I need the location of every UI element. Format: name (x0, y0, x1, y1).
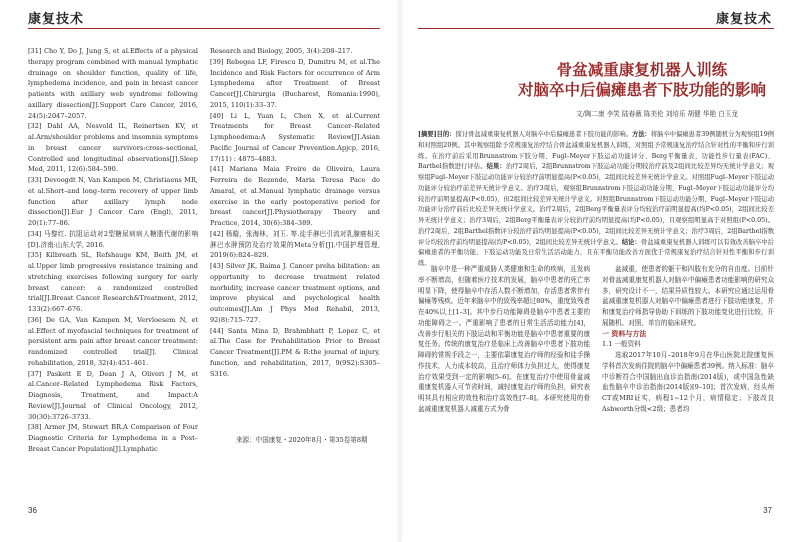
abstract-label: 方法： (631, 131, 651, 138)
reference-item: [32] Dahl AA, Nesvold IL, Reinertsen KV, et al.Arm/shoulder problems and insomnia symptoms in breast cancer survivors:cross–sectional, Controlled and longitudinal observations[J].Sleep Med, 2011, 12(6):584–590. (28, 122, 198, 174)
running-head-right: 康复技术 (715, 12, 772, 27)
body-paragraph: 盆减重，使患者的躯干和四肢有充分的自由度。目前针对骨盆减重康复机器人对脑卒中偏瘫患者功能影响的研究众多，研究设计不一，结果异质性较大。本研究应通过运用骨盆减重康复机器人对脑卒中偏瘫患者进行下肢功能康复，并和康复治疗师指导协助下训练的下肢功能变化进行比较，开展随机、对照、单盲的临床研究。 (602, 265, 774, 327)
references-column-1 (28, 46, 198, 455)
header-rule-right (418, 28, 774, 29)
reference-item: [33] Devoogdt N, Van Kampen M, Christiaens MR, et al.Short–and long–term recovery of upper limb function after axillary lymph node dissection[J].Eur J Cancer Care (Engl), 2011, 20(1):77–86. (28, 176, 198, 227)
body-paragraph: 选取2017年10月–2018年9月在华山医院北院康复医学科首次发病住院的脑卒中偏瘫患者39例。纳入标准：脑卒中诊断符合中国脑出血诊治指南(2014版)，或中国急性缺血性脑卒中诊治指南(2014版)[9–10]；首次发病，经头颅CT或MRI证实，病程1~12个月，病情稳定；下肢改良Ashworth分级<2级；患者均 (602, 351, 775, 413)
abstract-text: 骨盆减重康复机器人训练可以有效改善脑卒中后偏瘫患者的平衡功能、下肢运动功能及日常生活活动能力，且在平衡功能改善方面优于常规康复治疗结合针对性平衡和步行训练。 (418, 238, 775, 267)
body-column-1 (418, 264, 590, 415)
reference-item: [31] Cho Y, Do J, Jung S, et al.Effects of a physical therapy program combined with manual lymphatic drainage on shoulder function, quality of life, lymphedema incidence, and pain in breast cancer patients with axillary web syndrome following axillary dissection[J].Support Care Cancer, 2016, 24(5):2047–2057. (28, 47, 198, 120)
reference-item: [34] 马黎红. 抗阻运动对2型糖尿病病人糖脂代谢的影响[D].济南:山东大学, 2016. (28, 229, 198, 249)
reference-item: [41] Mariana Maia Freire de Oliveira, Laura Ferreira de Rezende, Maria Teresa Pace do Amaral, et al.Manual lymphatic drainage versus exercise in the early postoperative period for breast cancer[J].Physiotherapy Theory and Practice, 2014, 30(6):384–389. (210, 165, 380, 227)
reference-item: [43] Silver JK, Baima J. Cancer preha bilitation: an opportunity to decrease treatment related morbidity, increase cancer treatment options, and improve physical and psychological health outcomes[J].Am J Phys Med Rehabil, 2013, 92(8):715–727. (210, 262, 380, 324)
abstract-text: 治疗2周后，2组Brunnstrom下肢运动功能分期较治疗前及2组间比较差异均无统计学意义；观察组Fugl–Meyer下肢运动功能评分较治疗前明显提高(P<0.05)，2组间比较差异无统计学意义。对照组Fugl–Meyer下肢运动功能评分较治疗前差异无统计学意义。治疗3周后，观察组Brunnstrom下肢运动功能分期、Fugl–Meyer下肢运动功能评分均较治疗前明显提高(P<0.05)，但2组间比较差异无统计学意义。对照组Brunnstrom下肢运动功能分期、Fugl–Meyer下肢运动功能评分治疗前后比较差异无统计学意义。治疗2周后，2组Berg平衡量表评分均较治疗前明显提高(均P<0.05)，2组间比较差异无统计学意义；治疗3周后，2组Berg平衡量表评分较治疗前均明显提高(均P<0.05)，且观察组明显高于对照组(P<0.05)。治疗2周后、2组Barthel指数评分较治疗前均明显提高(P<0.05)，2组间比较差异无统计学意义；治疗3周后，2组Barthel指数评分均较治疗前均明显提高(均P<0.05)，2组间比较差异无统计学意义。 (418, 163, 775, 246)
running-head-left: 康复技术 (28, 12, 85, 27)
reference-item: [37] Paskett E D, Dean J A, Oliveri J M, et al.Cancer–Related Lymphedema Risk Factors, Diagnosis, Treatment, and Impact:A Review[J].Journal of Clinical Oncology, 2012, 30(30):3726–3733. (28, 369, 198, 421)
abstract-label: 目的： (436, 131, 456, 138)
article-authors: 文/陶二康 李笑 陆春薇 陈美伦 刘培乐 胡健 华艳 白玉龙 (576, 110, 738, 118)
source-line: 来源：中国康复・2020年8月・第35卷第8期 (236, 436, 368, 444)
left-page (0, 0, 398, 542)
page-number-right: 37 (763, 506, 772, 515)
article-title (492, 60, 792, 100)
reference-item: Research and Biology, 2005, 3(4):208–217. (210, 47, 353, 55)
subsection-title: 1.1 一般资料 (602, 340, 641, 349)
abstract-label: [摘要] (418, 131, 437, 138)
reference-item: [42] 杨璇，张海林，刘玉. 等.徒手淋巴引流对乳腺癌相关淋巴水肿预防及治疗效果的Meta分析[J].中国护理管理, 2019(6):824–829. (210, 229, 380, 260)
reference-item: [36] De GA, Van Kampen M, Vervloesem N, et al.Effect of myofascial techniques for treatment of persistent arm pain after breast cancer treatment: randomized controlled trial[J]. Clinical rehabilitation, 2018, 32(4):451–461. (28, 315, 198, 367)
reference-item: [44] Santa Mina D, Brahmbhatt P, Lopez C, et al.The Case for Prehabilitation Prior to Breast Cancer Treatment[J].PM & R:the journal of injury, function, and rehabilitation, 2017, 9(9S2):S305–S316. (210, 326, 380, 378)
page-number-left: 36 (28, 506, 37, 515)
reference-item: [35] Kilbreath SL, Refshauge KM, Beith JM, et al.Upper limb progressive resistance training and stretching exercises following surgery for early breast cancer: a randomized controlled trial[J].Breast Cancer Research&Treatment, 2012, 133(2):667–676. (28, 251, 198, 313)
body-column-2 (602, 264, 774, 415)
reference-item: [40] Li L, Yuan L, Chen X, et al.Current Treatments for Breast Cancer–Related Lymphoedema:A Systematic Review[J].Asian Pacific Journal of Cancer Prevention.Apjcp, 2016, 17(11) : 4875–4883. (210, 111, 380, 163)
article-abstract (418, 130, 774, 270)
abstract-text: 将脑卒中偏瘫患者39例随机分为观察组19例和对照组20例。其中观察组除予常规康复治疗结合骨盆减重康复机器人训练，对照组予常规康复治疗结合针对性的平衡和步行训练。在治疗前后采用Brunnstrom下肢分期、Fugl–Meyer下肢运动功能评分、Berg平衡量表、功能性步行量表(FAC)、Barthel指数进行评估。 (418, 131, 775, 171)
reference-item: [39] Rebegea LF, Firescu D, Dumitru M, et al.The Incidence and Risk Factors for occurrence of Arm Lymphedema after Treatment of Breast Cancer[J].Chirurgia (Bucharest, Romania:1990), 2015, 110(1):33–37. (210, 57, 380, 109)
article-title-line-1: 骨盆减重康复机器人训练 (556, 61, 728, 79)
abstract-label: 结果： (486, 163, 506, 171)
abstract-text: 探讨骨盆减重康复机器人对脑卒中后偏瘫患者下肢功能的影响。 (455, 131, 632, 138)
section-title: 一 资料与方法 (602, 329, 647, 338)
header-rule-left (28, 28, 380, 29)
abstract-label: 结论： (621, 238, 641, 246)
right-page (402, 0, 800, 542)
body-paragraph: 脑卒中是一种严重威胁人类健康和生命的疾病，且发病率不断增高，但随着医疗技术的发展，脑卒中患者的死亡率明显下降，使得脑卒中存活人数不断增加，存活患者常伴有偏瘫等残疾。近年来脑卒中的致残率超过80%，重度致残者在40%以上[1–3]。其中步行功能障碍是脑卒中患者主要的功能障碍之一。严重影响了患者的日常生活活动能力[4]，改善步行相关的下肢运动和平衡功能是脑卒中患者重要的康复任务。传统的康复治疗是临床上改善脑卒中患者下肢功能障碍的常规手段之一，主要依靠康复治疗师的经验和徒手操作技术，人力成本较高，且治疗师体力负担过大，使得康复治疗效果受到一定的影响[5–6]。在康复治疗中使用骨盆减重康复机器人可节省时间，减轻康复治疗师的负担，研究表明其具有相应的效性和治疗高效性[7–8]。本研究使用的骨盆减重康复机器人减重方式为骨 (418, 265, 590, 413)
article-title-line-2: 对脑卒中后偏瘫患者下肢功能的影响 (517, 81, 766, 99)
references-column-2 (210, 46, 380, 379)
reference-item: [38] Armer JM, Stewart BR.A Comparison of Four Diagnostic Criteria for Lymphedema in a Post–Breast Cancer Population[J].Lymphatic (28, 423, 198, 453)
